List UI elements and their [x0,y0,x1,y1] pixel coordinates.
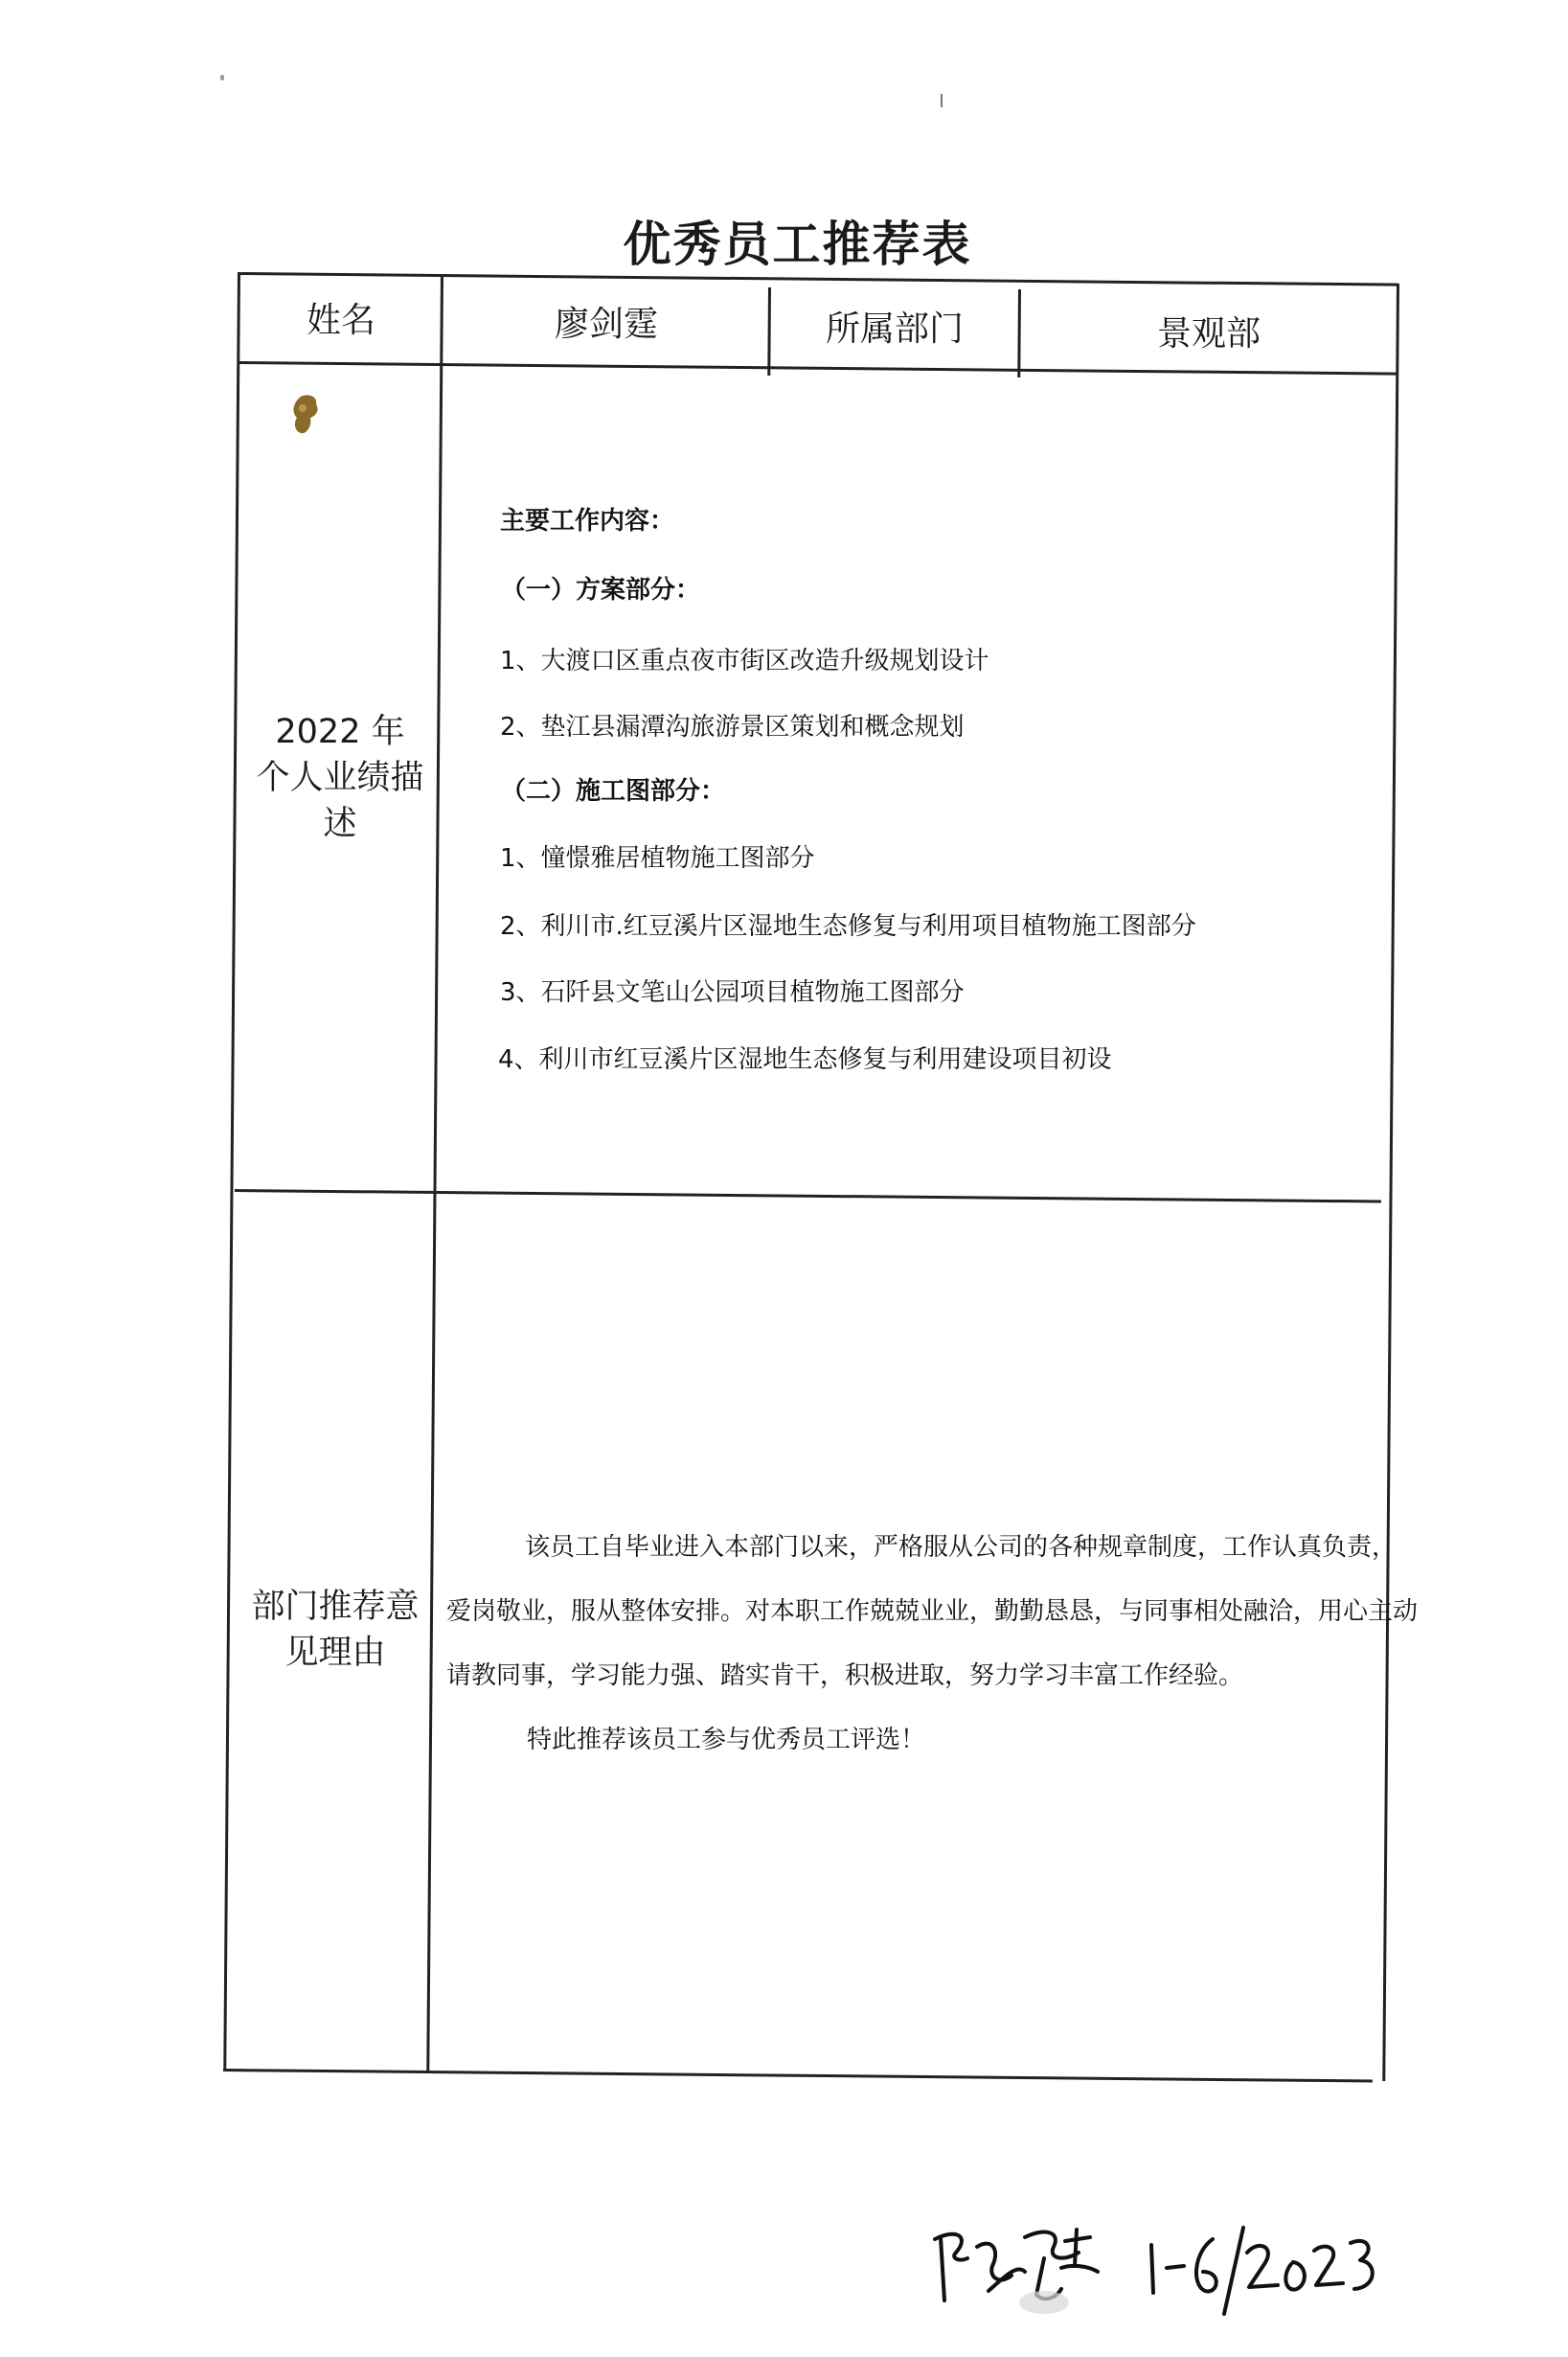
content-line: 2、利川市.红豆溪片区湿地生态修复与利用项目植物施工图部分 [500,912,1196,941]
reason-line: 请教同事，学习能力强、踏实肯干，积极进取，努力学习丰富工作经验。 [446,1661,1244,1690]
ink-stain-icon [291,393,322,437]
content-line: 3、石阡县文笔山公园项目植物施工图部分 [500,978,965,1007]
content-line: （二）施工图部分： [501,777,726,806]
dept-label: 所属部门 [825,309,964,349]
content-line: （一）方案部分： [501,576,701,605]
content-line: 4、利川市红豆溪片区湿地生态修复与利用建设项目初设 [498,1045,1112,1074]
recommend-label [239,1584,431,1676]
content-line: 2、垫江县漏潭沟旅游景区策划和概念规划 [500,713,965,742]
performance-label [244,709,436,847]
table-border-right [1382,284,1399,2081]
name-label: 姓名 [306,301,375,340]
performance-label-line1: 2022 年 [275,713,405,751]
table-border-left [223,272,240,2071]
recommend-label-line1: 部门推荐意 [251,1588,420,1626]
performance-label-line3: 述 [323,805,357,843]
table-border-col1 [426,275,443,2071]
name-value: 廖剑霆 [554,305,658,344]
reason-line: 该员工自毕业进入本部门以来，严格服从公司的各种规章制度，工作认真负责， [525,1533,1398,1562]
table-border-row2 [235,1189,1381,1202]
speck [220,75,224,80]
reason-line: 特此推荐该员工参与优秀员工评选！ [527,1726,926,1754]
content-line: 主要工作内容： [500,507,675,536]
dept-value: 景观部 [1156,314,1261,354]
handwritten-signature [900,2208,1398,2323]
document-title: 优秀员工推荐表 [623,217,972,272]
recommend-label-line2: 见理由 [284,1634,386,1672]
reason-line: 爱岗敬业，服从整体安排。对本职工作兢兢业业，勤勤恳恳，与同事相处融洽，用心主动 [446,1597,1419,1626]
table-border-bottom [223,2069,1373,2083]
content-line: 1、大渡口区重点夜市街区改造升级规划设计 [500,647,989,675]
performance-label-line2: 个人业绩描 [256,759,424,797]
content-line: 1、憧憬雅居植物施工图部分 [500,844,815,873]
speck [941,94,943,107]
